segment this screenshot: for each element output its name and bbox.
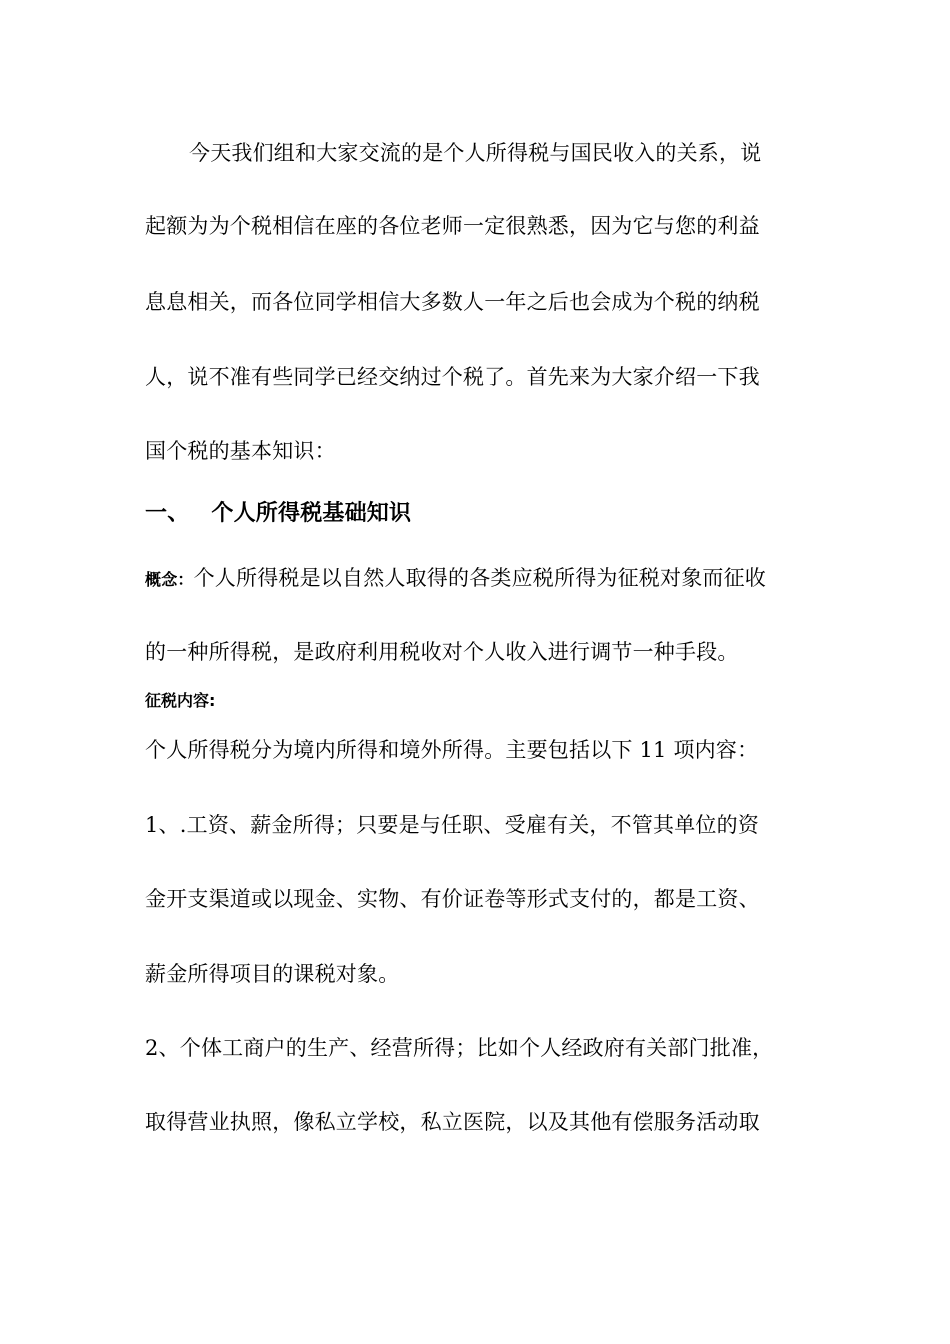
intro-line-1: 今天我们组和大家交流的是个人所得税与国民收入的关系，说 [189,141,762,165]
section-title: 个人所得税基础知识 [211,501,412,526]
item-2-line-2: 取得营业执照，像私立学校，私立医院，以及其他有偿服务活动取 [145,1110,760,1134]
section-heading [145,501,810,527]
item-1-line-2: 金开支渠道或以现金、实物、有价证卷等形式支付的，都是工资、 [145,887,760,911]
concept-line-2: 的一种所得税，是政府利用税收对个人收入进行调节一种手段。 [145,640,739,664]
concept-line-1 [145,565,810,593]
tax-content-summary: 个人所得税分为境内所得和境外所得。主要包括以下 11 项内容： [145,738,759,762]
intro-line-4: 人，说不准有些同学已经交纳过个税了。首先来为大家介绍一下我 [145,365,760,389]
intro-line-3: 息息相关，而各位同学相信大多数人一年之后也会成为个税的纳税 [145,290,760,314]
concept-text-1: 个人所得税是以自然人取得的各类应税所得为征税对象而征收 [193,566,767,590]
tax-content-label: 征税内容: [145,691,216,710]
item-2-line-1: 2、个体工商户的生产、经营所得；比如个人经政府有关部门批准， [145,1036,774,1060]
section-number: 一、 [145,501,190,526]
intro-line-2: 起额为为个税相信在座的各位老师一定很熟悉，因为它与您的利益 [145,214,760,238]
concept-label: 概念： [145,570,194,589]
item-1-line-1: 1、.工资、薪金所得；只要是与任职、受雇有关，不管其单位的资 [145,813,760,837]
intro-line-5: 国个税的基本知识： [145,439,336,463]
item-1-line-3: 薪金所得项目的课税对象。 [145,962,400,986]
